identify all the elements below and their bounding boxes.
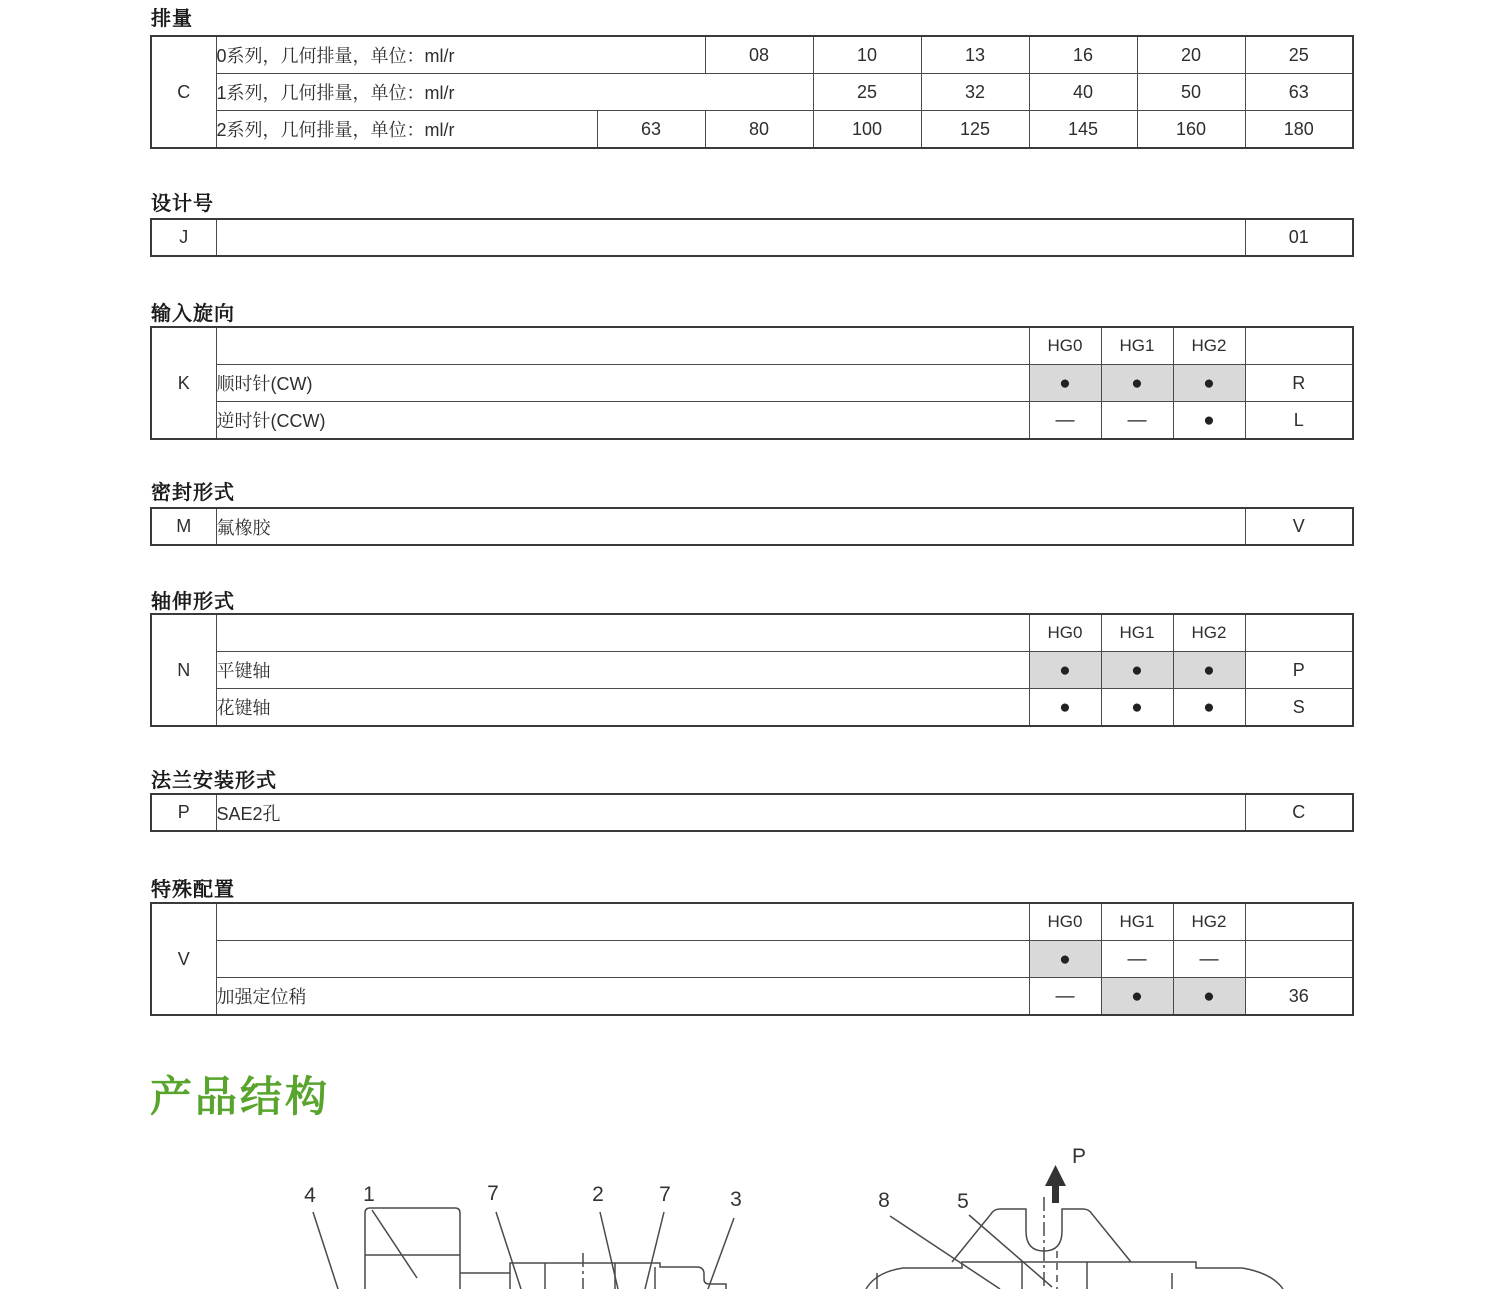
availability-mark-cell [1101, 978, 1173, 1016]
dot-mark: ● [1131, 372, 1143, 394]
header-spacer-cell [1245, 614, 1353, 652]
option-label-cell: 加强定位稍 [216, 978, 1029, 1016]
value-cell: 160 [1137, 111, 1245, 149]
leader-line [708, 1218, 734, 1289]
section-title-seal: 密封形式 [151, 482, 235, 504]
shaft-tower-outline [365, 1208, 460, 1289]
option-code-cell: L [1245, 402, 1353, 440]
value-cell: 40 [1029, 74, 1137, 111]
product-structure-heading: 产品结构 [150, 1073, 331, 1120]
section-title-displacement: 排量 [151, 8, 193, 30]
column-header-hg0: HG0 [1029, 903, 1101, 941]
code-cell: V [151, 903, 216, 1015]
dot-mark: ● [1203, 659, 1215, 681]
dot-mark: ● [1203, 985, 1215, 1007]
callout-label: 3 [730, 1188, 742, 1211]
label-cell: 氟橡胶 [216, 508, 1245, 545]
availability-mark-cell [1029, 689, 1101, 727]
value-cell: 145 [1029, 111, 1137, 149]
dot-mark: ● [1059, 659, 1071, 681]
leader-line [600, 1212, 618, 1289]
code-cell: C [151, 36, 216, 148]
code-cell: M [151, 508, 216, 545]
value-cell: 13 [921, 36, 1029, 74]
value-cell: C [1245, 794, 1353, 831]
section-title-design-no: 设计号 [151, 193, 214, 215]
dot-mark: ● [1203, 409, 1215, 431]
dome-outline [952, 1209, 1131, 1262]
dot-mark: ● [1131, 985, 1143, 1007]
rotation-table [150, 326, 1354, 440]
callout-label: 7 [659, 1183, 671, 1206]
dash-mark: — [1055, 985, 1075, 1007]
option-label-cell: 平键轴 [216, 652, 1029, 689]
code-cell: P [151, 794, 216, 831]
dot-mark: ● [1203, 372, 1215, 394]
column-header-hg2: HG2 [1173, 327, 1245, 365]
column-header-hg2: HG2 [1173, 903, 1245, 941]
value-cell: 25 [813, 74, 921, 111]
option-code-cell: P [1245, 652, 1353, 689]
pump-body-outline [510, 1263, 726, 1289]
series-label-cell: 1系列，几何排量，单位：ml/r [216, 74, 813, 111]
shaft-table [150, 613, 1354, 727]
column-header-hg1: HG1 [1101, 327, 1173, 365]
option-label-cell: 顺时针(CW) [216, 365, 1029, 402]
leader-line [645, 1212, 664, 1289]
section-title-special: 特殊配置 [151, 879, 235, 901]
dot-mark: ● [1131, 696, 1143, 718]
port-arrow-head [1045, 1165, 1066, 1186]
value-cell: 01 [1245, 219, 1353, 256]
dash-mark: — [1055, 409, 1075, 431]
dot-mark: ● [1203, 696, 1215, 718]
value-cell: 100 [813, 111, 921, 149]
availability-mark-cell [1029, 941, 1101, 978]
dash-mark: — [1199, 948, 1219, 970]
port-arrow-shaft [1052, 1185, 1059, 1203]
callout-label: 1 [363, 1183, 375, 1206]
availability-mark-cell [1029, 402, 1101, 440]
value-cell: 16 [1029, 36, 1137, 74]
dash-mark: — [1127, 948, 1147, 970]
value-cell: 63 [597, 111, 705, 149]
series-label-cell: 0系列，几何排量，单位：ml/r [216, 36, 705, 74]
availability-mark-cell [1101, 652, 1173, 689]
option-label-cell: 花键轴 [216, 689, 1029, 727]
port-label: P [1072, 1145, 1087, 1168]
label-cell [216, 327, 1029, 365]
availability-mark-cell [1029, 365, 1101, 402]
code-cell: J [151, 219, 216, 256]
dash-mark: — [1127, 409, 1147, 431]
end-view-left-shoulder [866, 1268, 903, 1289]
option-code-cell: 36 [1245, 978, 1353, 1016]
code-cell: N [151, 614, 216, 726]
end-view-right-shoulder [1242, 1268, 1283, 1289]
callout-label: 5 [957, 1190, 969, 1213]
availability-mark-cell [1101, 941, 1173, 978]
availability-mark-cell [1029, 652, 1101, 689]
value-cell: 20 [1137, 36, 1245, 74]
label-cell [216, 219, 1245, 256]
callout-label: 4 [304, 1184, 316, 1207]
leader-line [890, 1216, 1000, 1289]
option-label-cell: 逆时针(CCW) [216, 402, 1029, 440]
availability-mark-cell [1173, 978, 1245, 1016]
column-header-hg1: HG1 [1101, 614, 1173, 652]
availability-mark-cell [1173, 689, 1245, 727]
availability-mark-cell [1101, 689, 1173, 727]
option-code-cell [1245, 941, 1353, 978]
availability-mark-cell [1101, 365, 1173, 402]
series-label-cell: 2系列，几何排量，单位：ml/r [216, 111, 597, 149]
leader-line [969, 1215, 1052, 1287]
dot-mark: ● [1059, 948, 1071, 970]
label-cell [216, 903, 1029, 941]
header-spacer-cell [1245, 903, 1353, 941]
section-title-flange: 法兰安装形式 [151, 770, 277, 792]
displacement-table [150, 35, 1354, 149]
callout-label: 2 [592, 1183, 604, 1206]
availability-mark-cell [1029, 978, 1101, 1016]
availability-mark-cell [1173, 402, 1245, 440]
availability-mark-cell [1173, 365, 1245, 402]
value-cell: 50 [1137, 74, 1245, 111]
section-title-rotation: 输入旋向 [151, 303, 235, 325]
option-label-cell [216, 941, 1029, 978]
column-header-hg0: HG0 [1029, 327, 1101, 365]
special-config-table [150, 902, 1354, 1016]
value-cell: 25 [1245, 36, 1353, 74]
label-cell: SAE2孔 [216, 794, 1245, 831]
design-no-table [150, 218, 1354, 257]
column-header-hg0: HG0 [1029, 614, 1101, 652]
leader-line [496, 1212, 521, 1289]
callout-label: 8 [878, 1189, 890, 1212]
value-cell: 08 [705, 36, 813, 74]
column-header-hg2: HG2 [1173, 614, 1245, 652]
leader-line [372, 1210, 417, 1278]
callout-label: 7 [487, 1182, 499, 1205]
header-spacer-cell [1245, 327, 1353, 365]
code-cell: K [151, 327, 216, 439]
availability-mark-cell [1173, 941, 1245, 978]
section-title-shaft: 轴伸形式 [151, 591, 235, 613]
value-cell: 10 [813, 36, 921, 74]
value-cell: 125 [921, 111, 1029, 149]
value-cell: 80 [705, 111, 813, 149]
availability-mark-cell [1101, 402, 1173, 440]
dot-mark: ● [1059, 372, 1071, 394]
value-cell: 180 [1245, 111, 1353, 149]
value-cell: 63 [1245, 74, 1353, 111]
value-cell: V [1245, 508, 1353, 545]
seal-table [150, 507, 1354, 546]
option-code-cell: R [1245, 365, 1353, 402]
availability-mark-cell [1173, 652, 1245, 689]
leader-line [313, 1212, 338, 1289]
dot-mark: ● [1059, 696, 1071, 718]
value-cell: 32 [921, 74, 1029, 111]
dot-mark: ● [1131, 659, 1143, 681]
column-header-hg1: HG1 [1101, 903, 1173, 941]
flange-table [150, 793, 1354, 832]
end-view-body-top [903, 1262, 1242, 1268]
option-code-cell: S [1245, 689, 1353, 727]
label-cell [216, 614, 1029, 652]
